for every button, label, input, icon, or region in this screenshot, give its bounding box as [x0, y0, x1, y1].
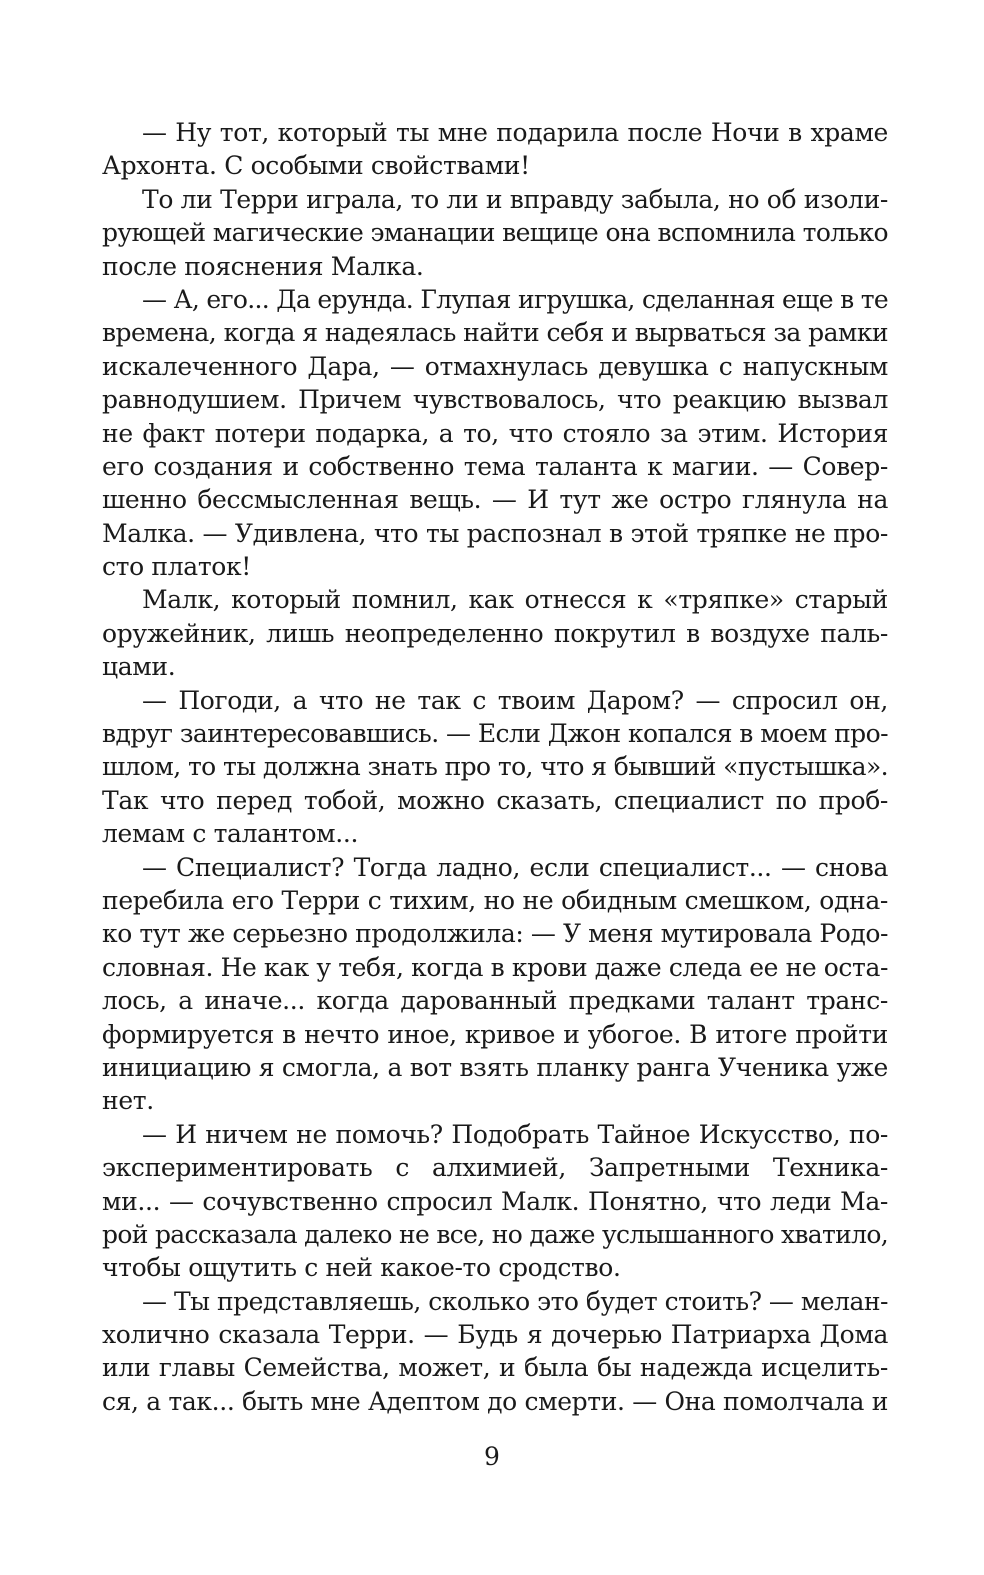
- text-line: формируется в нечто иное, кривое и убогое. В итоге пройти: [102, 1019, 888, 1049]
- text-line: холично сказала Терри. — Будь я дочерью Патриарха Дома: [102, 1320, 888, 1350]
- text-block: [102, 116, 888, 1418]
- text-line: Архонта. С особыми свойствами!: [102, 151, 530, 181]
- text-line: после пояснения Малка.: [102, 251, 424, 281]
- text-line: рой рассказала далеко не все, но даже услышанного хватило,: [102, 1219, 888, 1249]
- text-line: шлом, то ты должна знать про то, что я бывший «пустышка».: [102, 752, 888, 782]
- text-line: сто платок!: [102, 552, 251, 582]
- text-line: рующей магические эманации вещице она вспомнила только: [102, 218, 888, 248]
- text-line: времена, когда я надеялась найти себя и вырваться за рамки: [102, 318, 888, 348]
- text-line: — Погоди, а что не так с твоим Даром? — спросил он,: [142, 685, 888, 715]
- text-line: его создания и собственно тема таланта к магии. — Совер-: [102, 451, 888, 481]
- text-line: ко тут же серьезно продолжила: — У меня мутировала Родо-: [102, 919, 888, 949]
- text-line: Малка. — Удивлена, что ты распознал в этой тряпке не про-: [102, 518, 888, 548]
- text-line: равнодушием. Причем чувствовалось, что реакцию вызвал: [102, 385, 888, 415]
- text-line: Малк, который помнил, как отнесся к «тряпке» старый: [142, 585, 888, 615]
- text-line: чтобы ощутить с ней какое-то сродство.: [102, 1253, 621, 1283]
- text-line: То ли Терри играла, то ли и вправду забыла, но об изоли-: [142, 184, 888, 214]
- text-line: перебила его Терри с тихим, но не обидным смешком, одна-: [102, 885, 888, 915]
- text-line: Так что перед тобой, можно сказать, специалист по проб-: [102, 785, 888, 815]
- text-line: словная. Не как у тебя, когда в крови даже следа ее не оста-: [102, 952, 888, 982]
- text-line: искалеченного Дара, — отмахнулась девушка с напускным: [102, 351, 888, 381]
- page-number: 9: [484, 1442, 500, 1471]
- text-line: — Специалист? Тогда ладно, если специалист... — снова: [142, 852, 888, 882]
- text-line: — И ничем не помочь? Подобрать Тайное Искусство, по-: [142, 1119, 888, 1149]
- text-line: лось, а иначе... когда дарованный предками талант транс-: [102, 986, 888, 1016]
- text-line: — Ты представляешь, сколько это будет стоить? — мелан-: [142, 1286, 888, 1316]
- text-line: не факт потери подарка, а то, что стояло за этим. История: [102, 418, 888, 448]
- text-line: шенно бессмысленная вещь. — И тут же остро глянула на: [102, 485, 888, 515]
- text-line: экспериментировать с алхимией, Запретными Техника-: [102, 1153, 888, 1183]
- text-line: инициацию я смогла, а вот взять планку ранга Ученика уже: [102, 1052, 888, 1082]
- text-line: ми... — сочувственно спросил Малк. Понятно, что леди Ма-: [102, 1186, 888, 1216]
- text-line: вдруг заинтересовавшись. — Если Джон копался в моем про-: [102, 719, 888, 749]
- text-line: лемам с талантом...: [102, 819, 359, 849]
- text-line: цами.: [102, 652, 176, 682]
- text-line: или главы Семейства, может, и была бы надежда исцелить-: [102, 1353, 888, 1383]
- text-line: — Ну тот, который ты мне подарила после Ночи в храме: [142, 118, 888, 147]
- text-line: нет.: [102, 1086, 154, 1116]
- text-line: — А, его... Да ерунда. Глупая игрушка, сделанная еще в те: [142, 284, 888, 314]
- text-line: ся, а так... быть мне Адептом до смерти. — Она помолчала и: [102, 1386, 888, 1416]
- text-line: оружейник, лишь неопределенно покрутил в воздухе паль-: [102, 618, 888, 648]
